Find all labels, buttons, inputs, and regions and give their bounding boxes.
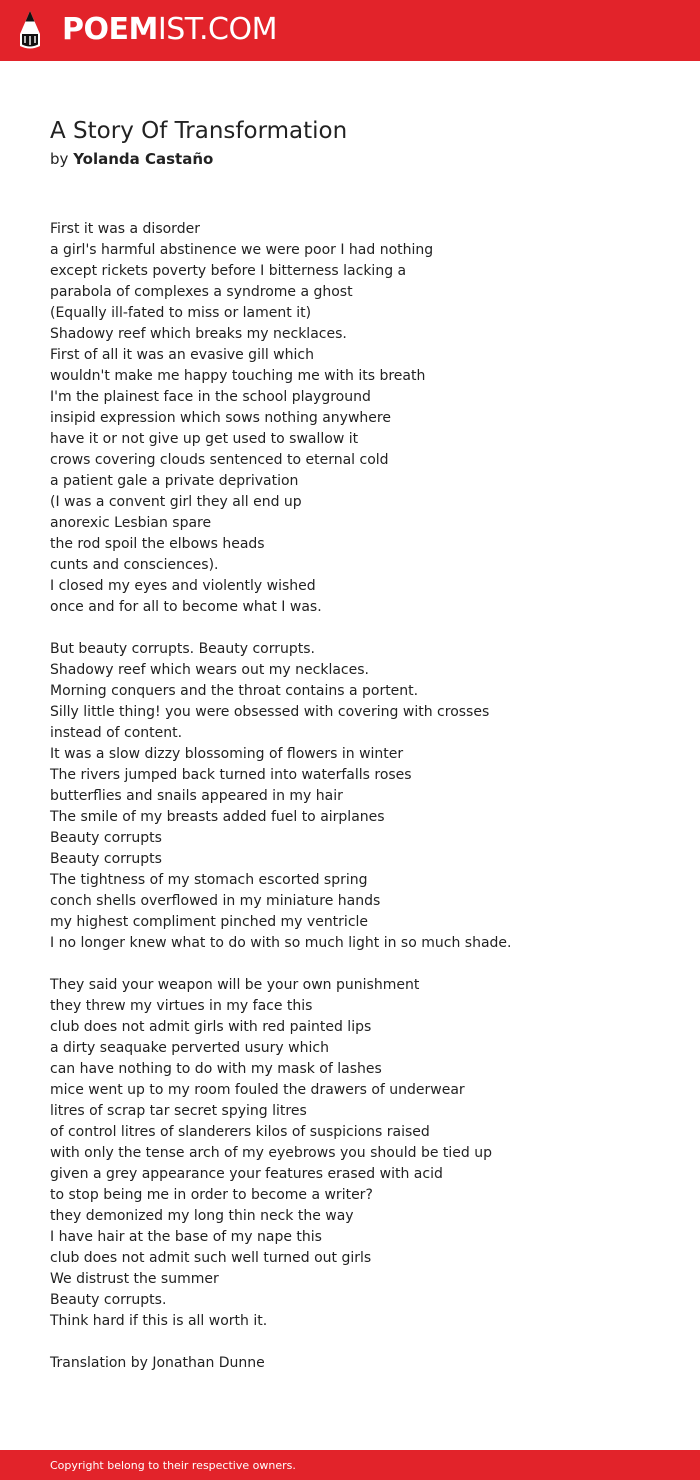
poem-line: Beauty corrupts xyxy=(50,851,162,867)
poem-line: can have nothing to do with my mask of lashes xyxy=(50,1061,382,1077)
poem-line: cunts and consciences). xyxy=(50,557,219,573)
poem-line: butterflies and snails appeared in my hair xyxy=(50,788,343,804)
poem-line: I have hair at the base of my nape this xyxy=(50,1229,322,1245)
poem-line: they demonized my long thin neck the way xyxy=(50,1208,354,1224)
poem-line: except rickets poverty before I bitterness lacking a xyxy=(50,263,407,279)
poem-line: (Equally ill-fated to miss or lament it) xyxy=(50,305,312,321)
poem-line: crows covering clouds sentenced to eternal cold xyxy=(50,452,389,468)
poem-line: First it was a disorder xyxy=(50,221,200,237)
byline xyxy=(50,149,213,169)
poem-line: litres of scrap tar secret spying litres xyxy=(50,1103,307,1119)
site-footer xyxy=(0,1450,700,1480)
poem-line: Translation by Jonathan Dunne xyxy=(50,1355,265,1371)
poem-line: of control litres of slanderers kilos of suspicions raised xyxy=(50,1124,430,1140)
poem-line: I closed my eyes and violently wished xyxy=(50,578,316,594)
poem-line: Shadowy reef which breaks my necklaces. xyxy=(50,326,347,342)
poem-line: Silly little thing! you were obsessed with covering with crosses xyxy=(50,704,490,720)
poem-line: instead of content. xyxy=(50,725,183,741)
poem-line: The rivers jumped back turned into waterfalls roses xyxy=(50,767,412,783)
poem-line: club does not admit such well turned out girls xyxy=(50,1250,372,1266)
poem-line: First of all it was an evasive gill which xyxy=(50,347,314,363)
poem-line: mice went up to my room fouled the drawers of underwear xyxy=(50,1082,465,1098)
poem-line: they threw my virtues in my face this xyxy=(50,998,313,1014)
poem-line: wouldn't make me happy touching me with its breath xyxy=(50,368,426,384)
poem-line: It was a slow dizzy blossoming of flowers in winter xyxy=(50,746,404,762)
poem-line: once and for all to become what I was. xyxy=(50,599,322,615)
site-logo[interactable] xyxy=(62,11,277,49)
poem-line: Beauty corrupts xyxy=(50,830,162,846)
poem-line: Beauty corrupts. xyxy=(50,1292,167,1308)
poem-line: my highest compliment pinched my ventricle xyxy=(50,914,369,930)
poem-line: Shadowy reef which wears out my necklaces. xyxy=(50,662,369,678)
poem-line: parabola of complexes a syndrome a ghost xyxy=(50,284,353,300)
poem-line: a dirty seaquake perverted usury which xyxy=(50,1040,329,1056)
pencil-logo-icon[interactable] xyxy=(18,10,42,50)
poem-line: conch shells overflowed in my miniature hands xyxy=(50,893,381,909)
poem-line: to stop being me in order to become a writer? xyxy=(50,1187,373,1203)
poem-line: Morning conquers and the throat contains a portent. xyxy=(50,683,419,699)
poem-line: We distrust the summer xyxy=(50,1271,219,1287)
author-name[interactable]: Yolanda Castaño xyxy=(73,150,214,168)
poem-line: (I was a convent girl they all end up xyxy=(50,494,302,510)
poem-line: The smile of my breasts added fuel to airplanes xyxy=(50,809,385,825)
stanza-break xyxy=(50,1332,670,1353)
poem-line: club does not admit girls with red painted lips xyxy=(50,1019,372,1035)
poem-line: I no longer knew what to do with so much light in so much shade. xyxy=(50,935,512,951)
stanza-break xyxy=(50,954,670,975)
poem-title: A Story Of Transformation xyxy=(50,118,348,144)
poem-line: have it or not give up get used to swallow it xyxy=(50,431,359,447)
site-header xyxy=(0,0,700,61)
poem-line: But beauty corrupts. Beauty corrupts. xyxy=(50,641,315,657)
poem-line: a girl's harmful abstinence we were poor I had nothing xyxy=(50,242,434,258)
poem-body xyxy=(50,219,670,1374)
poem-line: I'm the plainest face in the school playground xyxy=(50,389,371,405)
poem-line: with only the tense arch of my eyebrows you should be tied up xyxy=(50,1145,492,1161)
poem-line: Think hard if this is all worth it. xyxy=(50,1313,268,1329)
stanza-break xyxy=(50,618,670,639)
poem-line: the rod spoil the elbows heads xyxy=(50,536,265,552)
by-label: by xyxy=(50,150,69,168)
poem-line: a patient gale a private deprivation xyxy=(50,473,299,489)
poem-line: insipid expression which sows nothing anywhere xyxy=(50,410,391,426)
poem-line: anorexic Lesbian spare xyxy=(50,515,212,531)
poem-line: They said your weapon will be your own punishment xyxy=(50,977,420,993)
logo-bold-text: POEM xyxy=(62,12,158,47)
poem-line: The tightness of my stomach escorted spring xyxy=(50,872,368,888)
logo-light-text: IST.COM xyxy=(157,12,277,47)
poem-line: given a grey appearance your features erased with acid xyxy=(50,1166,443,1182)
copyright-text: Copyright belong to their respective owners. xyxy=(50,1459,296,1472)
